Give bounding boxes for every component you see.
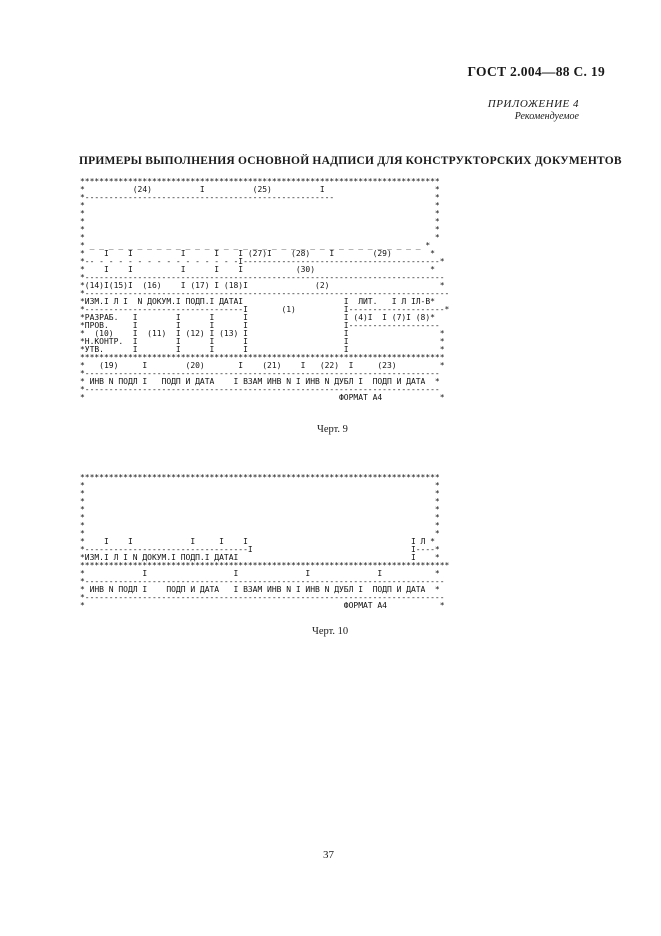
figure10-line: *--------------------------------------------------------------------------- (80, 577, 445, 586)
title-block-figure-10 (80, 474, 449, 610)
section-title: ПРИМЕРЫ ВЫПОЛНЕНИЯ ОСНОВНОЙ НАДПИСИ ДЛЯ КОНСТРУКТОРСКИХ ДОКУМЕНТОВ (79, 155, 622, 167)
figure9-line: * I I I I I (30) * (80, 265, 435, 274)
figure9-line: *РАЗРАБ. I I I I I (4)I I (7)I (8)* (80, 313, 435, 322)
figure10-line: * * (80, 505, 440, 514)
figure9-line: * ФОРМАТ А4 * (80, 393, 445, 402)
figure9-line: *Н.КОНТР. I I I I I * (80, 337, 445, 346)
figure9-line: *---------------------------------------------------------------------------- (80, 289, 450, 298)
figure-9-caption: Черт. 9 (317, 424, 348, 435)
figure10-line: * I I I I * (80, 569, 440, 578)
figure10-line: * * (80, 529, 440, 538)
figure-10-caption: Черт. 10 (312, 626, 349, 637)
figure9-line: * * (80, 201, 440, 210)
page-number: 37 (323, 849, 334, 861)
figure10-line: * ФОРМАТ А4 * (80, 601, 445, 610)
figure9-line: *ИЗМ.I Л I N ДОКУМ.I ПОДП.I ДАТАI I ЛИТ. I Л IЛ-В* (80, 297, 435, 306)
recommended-label: Рекомендуемое (514, 111, 579, 122)
figure9-line: * ИНВ N ПОДЛ I ПОДП И ДАТА I ВЗАМ ИНВ N I ИНВ N ДУБЛ I ПОДП И ДАТА * (80, 377, 440, 386)
figure10-line: * I I I I I I Л * (80, 537, 435, 546)
figure10-line: * ИНВ N ПОДЛ I ПОДП И ДАТА I ВЗАМ ИНВ N I ИНВ N ДУБЛ I ПОДП И ДАТА * (80, 585, 440, 594)
figure10-line: * * (80, 497, 440, 506)
figure9-line: **************************************************************************** (80, 353, 445, 362)
figure9-line: *---------------------------------------------------- * (80, 193, 440, 202)
figure10-line: * * (80, 481, 440, 490)
figure9-line: *-------------------------------------------------------------------------- (80, 385, 440, 394)
figure9-line: * * (80, 225, 440, 234)
figure9-line: *-------------------------------------------------------------------------- (80, 369, 440, 378)
figure9-line: * (19) I (20) I (21) I (22) I (23) * (80, 361, 445, 370)
figure9-line: * _ _ _ _ _ _ _ _ _ _ _ _ _ _ _ _ _ _ _ _ _ _ _ _ _ _ _ _ _ _ _ _ _ _ _ * (80, 241, 431, 250)
title-block-figure-9 (80, 178, 449, 402)
figure10-line: * * (80, 513, 440, 522)
figure9-line: * * (80, 217, 440, 226)
appendix-label: ПРИЛОЖЕНИЕ 4 (487, 98, 579, 110)
document-code: ГОСТ 2.004—88 С. 19 (467, 64, 605, 79)
figure9-line: *--------------------------------------------------------------------------- (80, 273, 445, 282)
figure9-line: *(14)I(15)I (16) I (17) I (18)I (2) * (80, 281, 445, 290)
figure10-line: *--------------------------------------------------------------------------- (80, 593, 445, 602)
figure10-line: ***************************************************************************** (80, 561, 450, 570)
figure9-line: *---------------------------------I (1) I--------------------* (80, 305, 450, 314)
figure9-line: *УТВ. I I I I I * (80, 345, 445, 354)
figure9-line: *************************************************************************** (80, 177, 440, 186)
figure9-line: * (10) I (11) I (12) I (13) I I * (80, 329, 445, 338)
figure9-line: * I I I I I (27)I (28) I (29) * (80, 249, 435, 258)
figure9-line: *ПРОВ. I I I I I------------------- (80, 321, 440, 330)
figure10-line: *************************************************************************** (80, 473, 440, 482)
figure9-line: * * (80, 233, 440, 242)
figure9-line: * * (80, 209, 440, 218)
figure10-line: * * (80, 521, 440, 530)
figure10-line: *ИЗМ.I Л I N ДОКУМ.I ПОДП.I ДАТАI I * (80, 553, 440, 562)
figure10-line: *----------------------------------I I----* (80, 545, 440, 554)
figure10-line: * * (80, 489, 440, 498)
figure9-line: * (24) I (25) I * (80, 185, 440, 194)
figure9-line: *-- - - - - - - - - - - - - - - -I-----------------------------------------* (80, 257, 445, 266)
